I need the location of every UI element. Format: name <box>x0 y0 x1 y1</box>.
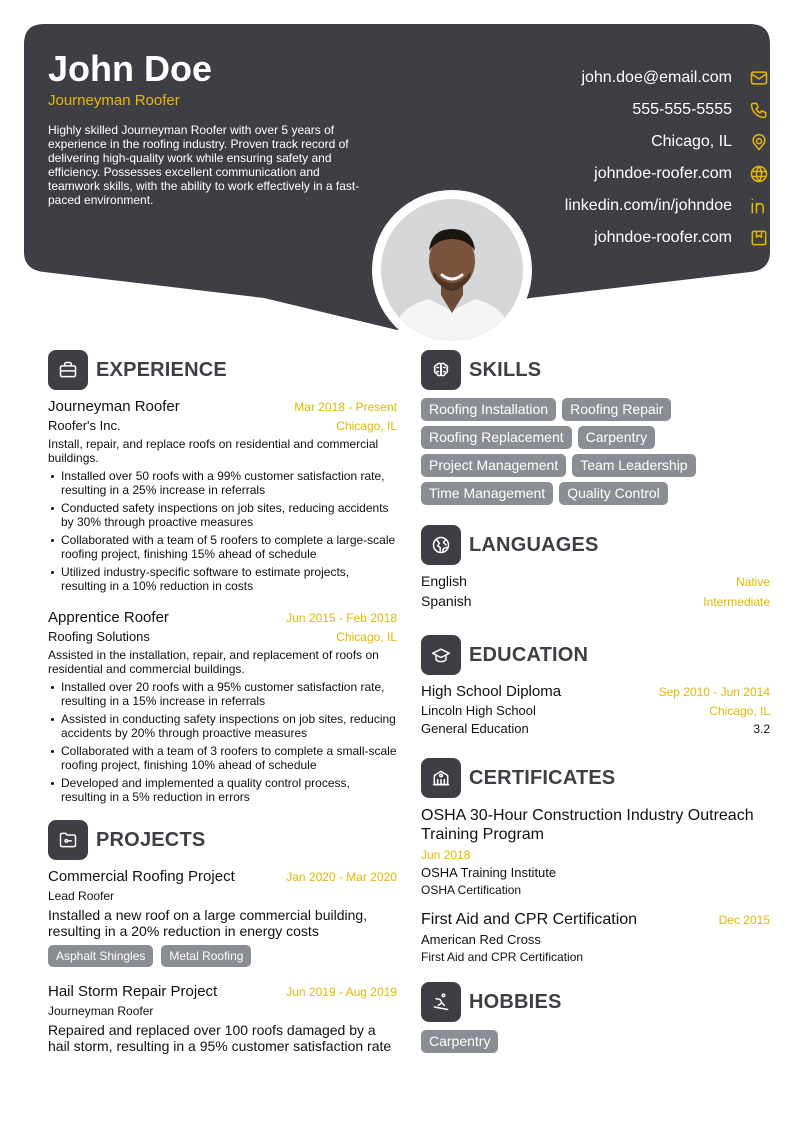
summary-text: Highly skilled Journeyman Roofer with over 5 years of experience in the roofing industry. Proven track record of delivering high-quality work while ensuring safety and efficiency. Possesses excellent communication and teamwork skills, with the ability to work effectively in a fast-paced environment. <box>48 123 360 207</box>
education-location: Chicago, IL <box>709 704 770 718</box>
candidate-role: Journeyman Roofer <box>48 92 180 109</box>
skill-tags <box>421 398 770 505</box>
hobbies-header <box>421 982 770 1022</box>
contact-linkedin-text[interactable]: linkedin.com/in/johndoe <box>564 197 732 214</box>
skills-header <box>421 350 770 390</box>
job-location: Chicago, IL <box>336 630 397 644</box>
folder-icon <box>48 820 88 860</box>
certificate-date: Dec 2015 <box>718 913 770 927</box>
contact-location-text: Chicago, IL <box>651 133 732 150</box>
contact-portfolio-text[interactable]: johndoe-roofer.com <box>594 229 732 246</box>
certificates-header <box>421 758 770 798</box>
certificate-issuer: OSHA Training Institute <box>421 865 557 880</box>
skill-tag: Carpentry <box>578 426 655 449</box>
achievement-item: Developed and implemented a quality control process, resulting in a 5% reduction in errors <box>48 776 397 804</box>
job-title: Journeyman Roofer <box>48 398 180 415</box>
institution-icon <box>421 758 461 798</box>
languages-title: LANGUAGES <box>469 533 599 556</box>
skill-tag: Team Leadership <box>572 454 695 477</box>
certificate-entry <box>421 806 770 897</box>
contact-location <box>450 126 770 158</box>
experience-entry <box>48 609 397 804</box>
skill-tag: Roofing Repair <box>562 398 671 421</box>
project-tags <box>48 945 397 967</box>
contact-phone[interactable] <box>450 94 770 126</box>
contact-phone-text[interactable]: 555-555-5555 <box>632 101 732 118</box>
education-school: Lincoln High School <box>421 703 536 718</box>
skill-tag: Roofing Installation <box>421 398 556 421</box>
project-role: Lead Roofer <box>48 889 115 903</box>
job-company: Roofer's Inc. <box>48 418 121 433</box>
hobbies-title: HOBBIES <box>469 990 562 1013</box>
job-achievements <box>48 469 397 593</box>
skill-tag: Quality Control <box>559 482 668 505</box>
right-column <box>421 350 770 1067</box>
skills-title: SKILLS <box>469 358 542 381</box>
experience-entry <box>48 398 397 593</box>
projects-section <box>48 820 397 1054</box>
profile-photo <box>381 199 523 341</box>
location-icon <box>748 131 770 153</box>
projects-header <box>48 820 397 860</box>
job-title: Apprentice Roofer <box>48 609 169 626</box>
project-entry <box>48 868 397 967</box>
globe-icon <box>748 163 770 185</box>
contact-email-text[interactable]: john.doe@email.com <box>581 69 732 86</box>
job-achievements <box>48 680 397 804</box>
header-identity <box>48 50 368 207</box>
project-title: Commercial Roofing Project <box>48 868 235 885</box>
language-row <box>421 593 770 613</box>
experience-section <box>48 350 397 804</box>
education-section <box>421 635 770 736</box>
achievement-item: Collaborated with a team of 5 roofers to complete a large-scale roofing project, finishing 15% ahead of schedule <box>48 533 397 561</box>
certificates-title: CERTIFICATES <box>469 766 616 789</box>
project-tag: Metal Roofing <box>161 945 251 967</box>
job-description: Assisted in the installation, repair, and replacement of roofs on residential and commercial buildings. <box>48 648 379 676</box>
experience-title: EXPERIENCE <box>96 358 227 381</box>
job-company: Roofing Solutions <box>48 629 150 644</box>
certificate-title: OSHA 30-Hour Construction Industry Outreach Training Program <box>421 807 754 843</box>
languages-section <box>421 525 770 613</box>
achievement-item: Installed over 20 roofs with a 95% customer satisfaction rate, resulting in a 15% increase in referrals <box>48 680 397 708</box>
certificate-issuer: American Red Cross <box>421 932 541 947</box>
skills-section <box>421 350 770 505</box>
left-column <box>48 350 397 1070</box>
experience-header <box>48 350 397 390</box>
certificate-entry <box>421 911 770 964</box>
skill-tag: Time Management <box>421 482 553 505</box>
achievement-item: Installed over 50 roofs with a 99% customer satisfaction rate, resulting in a 25% increase in referrals <box>48 469 397 497</box>
phone-icon <box>748 99 770 121</box>
education-degree: High School Diploma <box>421 683 562 700</box>
certificate-type: OSHA Certification <box>421 883 522 897</box>
projects-title: PROJECTS <box>96 828 206 851</box>
languages-header <box>421 525 770 565</box>
hobby-tags <box>421 1030 770 1053</box>
hobbies-section <box>421 982 770 1053</box>
briefcase-icon <box>48 350 88 390</box>
language-row <box>421 573 770 593</box>
project-tag: Asphalt Shingles <box>48 945 153 967</box>
mail-icon <box>748 67 770 89</box>
education-header <box>421 635 770 675</box>
contact-email[interactable] <box>450 62 770 94</box>
skiing-icon <box>421 982 461 1022</box>
certificates-section <box>421 758 770 964</box>
language-globe-icon <box>421 525 461 565</box>
certificate-title: First Aid and CPR Certification <box>421 911 638 928</box>
achievement-item: Collaborated with a team of 3 roofers to complete a small-scale roofing project, finishing 10% ahead of schedule <box>48 744 397 772</box>
job-date: Jun 2015 - Feb 2018 <box>286 611 397 625</box>
language-level: Intermediate <box>703 595 770 609</box>
linkedin-icon <box>748 195 770 217</box>
contact-website[interactable] <box>450 158 770 190</box>
skill-tag: Roofing Replacement <box>421 426 572 449</box>
education-title: EDUCATION <box>469 643 589 666</box>
project-description: Installed a new roof on a large commercial building, resulting in a 20% reduction in energy costs <box>48 907 368 939</box>
skill-tag: Project Management <box>421 454 566 477</box>
job-location: Chicago, IL <box>336 419 397 433</box>
achievement-item: Assisted in conducting safety inspections on job sites, reducing accidents by 20% through proactive measures <box>48 712 397 740</box>
achievement-item: Conducted safety inspections on job sites, reducing accidents by 30% through proactive measures <box>48 501 397 529</box>
education-field: General Education <box>421 721 529 736</box>
language-name: Spanish <box>421 593 472 609</box>
project-role: Journeyman Roofer <box>48 1004 154 1018</box>
project-description: Repaired and replaced over 100 roofs damaged by a hail storm, resulting in a 95% customer satisfaction rate <box>48 1022 392 1054</box>
project-title: Hail Storm Repair Project <box>48 983 218 1000</box>
hobby-tag: Carpentry <box>421 1030 498 1053</box>
language-name: English <box>421 573 467 589</box>
project-date: Jun 2019 - Aug 2019 <box>286 985 397 999</box>
job-description: Install, repair, and replace roofs on residential and commercial buildings. <box>48 437 379 465</box>
project-date: Jan 2020 - Mar 2020 <box>286 870 397 884</box>
graduation-cap-icon <box>421 635 461 675</box>
project-entry <box>48 983 397 1054</box>
achievement-item: Utilized industry-specific software to estimate projects, resulting in a 10% reduction in costs <box>48 565 397 593</box>
brain-icon <box>421 350 461 390</box>
education-date: Sep 2010 - Jun 2014 <box>658 685 770 699</box>
contact-website-text[interactable]: johndoe-roofer.com <box>594 165 732 182</box>
language-level: Native <box>735 575 770 589</box>
portfolio-icon <box>748 227 770 249</box>
certificate-type: First Aid and CPR Certification <box>421 950 584 964</box>
certificate-date: Jun 2018 <box>421 848 471 862</box>
job-date: Mar 2018 - Present <box>294 400 397 414</box>
education-gpa: 3.2 <box>753 722 770 736</box>
candidate-name: John Doe <box>48 48 213 89</box>
